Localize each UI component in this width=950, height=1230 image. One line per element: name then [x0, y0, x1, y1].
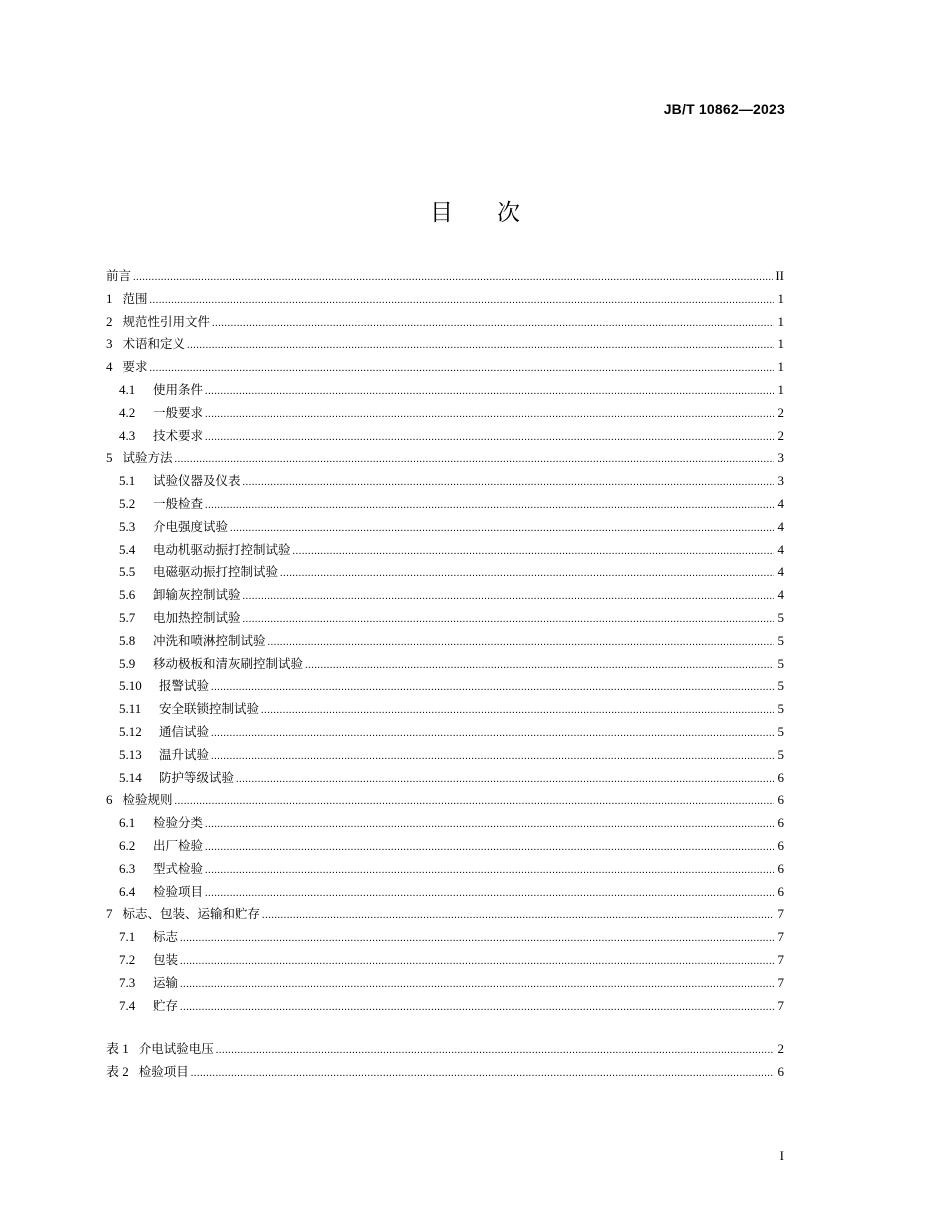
entry-page-number: 7	[777, 974, 784, 990]
entry-page-number: 5	[777, 632, 784, 648]
entry-number: 5.2	[119, 495, 136, 511]
entry-page-number: 1	[777, 336, 784, 352]
page-title: 目次	[430, 200, 564, 226]
entry-number: 5.7	[119, 609, 136, 625]
entry-page-number: 5	[777, 609, 784, 625]
entry-number: 5.11	[119, 701, 142, 717]
entry-title: 检验规则	[122, 792, 173, 808]
entry-page-number: 5	[777, 723, 784, 739]
entry-number: 7.2	[119, 951, 136, 967]
toc-entry[interactable]	[106, 493, 784, 516]
entry-number: 表 2	[106, 1063, 129, 1079]
entry-title: 防护等级试验	[159, 769, 235, 785]
toc-entry[interactable]	[106, 949, 784, 972]
entry-title: 规范性引用文件	[122, 313, 211, 329]
entry-number: 6.2	[119, 837, 136, 853]
entry-number: 7.1	[119, 929, 136, 945]
entry-title: 电加热控制试验	[153, 609, 241, 625]
entry-number: 5.8	[119, 632, 136, 648]
dot-leader	[230, 518, 774, 541]
entry-page-number: 5	[777, 701, 784, 717]
dot-leader	[150, 290, 774, 313]
entry-page-number: 6	[777, 769, 784, 785]
toc-entry[interactable]	[106, 356, 784, 379]
dot-leader	[216, 1040, 774, 1063]
toc-entry[interactable]	[106, 333, 784, 356]
dot-leader	[191, 1063, 774, 1086]
entry-title: 出厂检验	[153, 837, 204, 853]
entry-page-number: 6	[777, 815, 784, 831]
entry-page-number: 6	[777, 837, 784, 853]
dot-leader	[205, 883, 774, 906]
dot-leader	[205, 814, 774, 837]
dot-leader	[236, 769, 774, 792]
entry-number: 5.3	[119, 518, 136, 534]
entry-title: 包装	[153, 951, 179, 967]
entry-title: 前言	[106, 268, 132, 283]
entry-title: 贮存	[153, 997, 179, 1013]
entry-title: 一般检查	[153, 495, 204, 511]
entry-page-number: 7	[777, 997, 784, 1013]
toc-entry[interactable]	[106, 789, 784, 812]
entry-title: 移动极板和清灰刷控制试验	[153, 655, 304, 671]
entry-title: 检验项目	[153, 883, 204, 899]
entry-page-number: 5	[777, 655, 784, 671]
toc-entry[interactable]	[106, 584, 784, 607]
entry-title: 报警试验	[159, 678, 210, 694]
toc-entry[interactable]	[106, 972, 784, 995]
entry-page-number: 6	[777, 860, 784, 876]
toc-entry[interactable]	[106, 311, 784, 334]
toc-entry[interactable]	[106, 379, 784, 402]
dot-leader	[305, 655, 774, 678]
dot-leader	[280, 563, 774, 586]
entry-page-number: 2	[777, 427, 784, 443]
entry-number: 5.12	[119, 723, 142, 739]
entry-number: 1	[106, 290, 113, 306]
entry-title: 范围	[122, 290, 148, 306]
toc-entry[interactable]	[106, 470, 784, 493]
dot-leader	[261, 700, 774, 723]
entry-title: 检验分类	[153, 815, 204, 831]
dot-leader	[212, 313, 774, 336]
entry-number: 5.10	[119, 678, 142, 694]
entry-number: 7.3	[119, 974, 136, 990]
entry-page-number: 1	[777, 313, 784, 329]
entry-number: 7.4	[119, 997, 136, 1013]
entry-title: 运输	[153, 974, 179, 990]
toc-entry[interactable]	[106, 721, 784, 744]
entry-page-number: 2	[777, 404, 784, 420]
entry-number: 2	[106, 313, 113, 329]
entry-page-number: 4	[777, 495, 784, 511]
entry-page-number: 5	[777, 746, 784, 762]
toc-entry[interactable]	[106, 926, 784, 949]
entry-page-number: 6	[777, 1063, 784, 1079]
entry-number: 4.2	[119, 404, 136, 420]
entry-page-number: 3	[777, 473, 784, 489]
entry-title: 标志	[153, 929, 179, 945]
toc-entry[interactable]	[106, 516, 784, 539]
toc-entry[interactable]	[106, 881, 784, 904]
entry-page-number: 1	[777, 290, 784, 306]
dot-leader	[205, 495, 774, 518]
toc-entry[interactable]	[106, 561, 784, 584]
entry-number: 6	[106, 792, 113, 808]
dot-leader	[293, 541, 774, 564]
entry-page-number: 1	[777, 381, 784, 397]
toc-entry[interactable]	[106, 698, 784, 721]
entry-number: 7	[106, 906, 113, 922]
entry-number: 6.3	[119, 860, 136, 876]
toc-entry[interactable]	[106, 425, 784, 448]
toc-entry[interactable]	[106, 402, 784, 425]
dot-leader	[150, 358, 774, 381]
dot-leader	[180, 997, 774, 1020]
entry-number: 5.4	[119, 541, 136, 557]
toc-entry[interactable]	[106, 630, 784, 653]
dot-leader	[211, 746, 774, 769]
entry-title: 介电强度试验	[153, 518, 229, 534]
entry-title: 通信试验	[159, 723, 210, 739]
entry-number: 表 1	[106, 1041, 129, 1056]
entry-number: 4.3	[119, 427, 136, 443]
entry-number: 5.14	[119, 769, 142, 785]
dot-leader	[205, 381, 774, 404]
list-of-tables	[106, 1038, 784, 1084]
dot-leader	[211, 723, 774, 746]
entry-page-number: 1	[777, 359, 784, 375]
entry-number: 5.9	[119, 655, 136, 671]
entry-title: 温升试验	[159, 746, 210, 762]
dot-leader	[243, 586, 774, 609]
dot-leader	[180, 951, 774, 974]
entry-title: 安全联锁控制试验	[159, 701, 260, 717]
entry-title: 型式检验	[153, 860, 204, 876]
entry-title: 术语和定义	[122, 336, 186, 352]
entry-title: 一般要求	[153, 404, 204, 420]
dot-leader	[205, 837, 774, 860]
dot-leader	[262, 905, 774, 928]
entry-page-number: 7	[777, 906, 784, 922]
dot-leader	[205, 427, 774, 450]
entry-number: 4	[106, 359, 113, 375]
toc-entry[interactable]	[106, 675, 784, 698]
dot-leader	[187, 335, 774, 358]
entry-title: 技术要求	[153, 427, 204, 443]
entry-page-number: II	[775, 268, 784, 283]
entry-page-number: 6	[777, 792, 784, 808]
entry-number: 4.1	[119, 381, 136, 397]
toc-entry[interactable]	[106, 903, 784, 926]
entry-title: 卸输灰控制试验	[153, 587, 241, 603]
entry-number: 5.5	[119, 564, 136, 580]
entry-page-number: 5	[777, 678, 784, 694]
entry-number: 5.6	[119, 587, 136, 603]
entry-page-number: 3	[777, 450, 784, 466]
entry-page-number: 7	[777, 951, 784, 967]
entry-number: 5.1	[119, 473, 136, 489]
page-number: I	[779, 1148, 784, 1163]
entry-number: 5	[106, 450, 113, 466]
standard-number: JB/T 10862—2023	[663, 101, 785, 117]
toc-entry[interactable]	[106, 858, 784, 881]
entry-title: 冲洗和喷淋控制试验	[153, 632, 266, 648]
toc-entry[interactable]	[106, 744, 784, 767]
dot-leader	[133, 267, 773, 290]
toc-entry[interactable]	[106, 767, 784, 790]
dot-leader	[180, 928, 774, 951]
entry-page-number: 6	[777, 883, 784, 899]
entry-number: 5.13	[119, 746, 142, 762]
dot-leader	[243, 472, 774, 495]
dot-leader	[243, 609, 774, 632]
entry-title: 电动机驱动振打控制试验	[153, 541, 291, 557]
entry-title: 试验仪器及仪表	[153, 473, 241, 489]
toc-entry[interactable]	[106, 265, 784, 288]
entry-page-number: 7	[777, 929, 784, 945]
dot-leader	[205, 860, 774, 883]
entry-page-number: 4	[777, 518, 784, 534]
entry-page-number: 2	[777, 1041, 784, 1056]
dot-leader	[205, 404, 774, 427]
entry-title: 标志、包装、运输和贮存	[122, 906, 261, 922]
toc-entry[interactable]	[106, 539, 784, 562]
entry-number: 3	[106, 336, 113, 352]
table-list-entry[interactable]	[106, 1061, 784, 1084]
entry-title: 要求	[122, 359, 148, 375]
entry-title: 检验项目	[138, 1063, 189, 1079]
dot-leader	[211, 677, 774, 700]
toc-entry[interactable]	[106, 812, 784, 835]
entry-number: 6.1	[119, 815, 136, 831]
toc-entry[interactable]	[106, 447, 784, 470]
entry-title: 试验方法	[122, 450, 173, 466]
entry-title: 使用条件	[153, 381, 204, 397]
toc-entry[interactable]	[106, 995, 784, 1018]
toc-entry[interactable]	[106, 607, 784, 630]
dot-leader	[175, 449, 774, 472]
entry-page-number: 4	[777, 541, 784, 557]
toc-entry[interactable]	[106, 653, 784, 676]
entry-page-number: 4	[777, 587, 784, 603]
toc-entry[interactable]	[106, 835, 784, 858]
dot-leader	[180, 974, 774, 997]
dot-leader	[268, 632, 774, 655]
dot-leader	[175, 791, 774, 814]
table-of-contents	[106, 265, 784, 1017]
entry-title: 介电试验电压	[138, 1041, 214, 1056]
toc-entry[interactable]	[106, 288, 784, 311]
entry-title: 电磁驱动振打控制试验	[153, 564, 279, 580]
entry-number: 6.4	[119, 883, 136, 899]
entry-page-number: 4	[777, 564, 784, 580]
table-list-entry[interactable]	[106, 1038, 784, 1061]
